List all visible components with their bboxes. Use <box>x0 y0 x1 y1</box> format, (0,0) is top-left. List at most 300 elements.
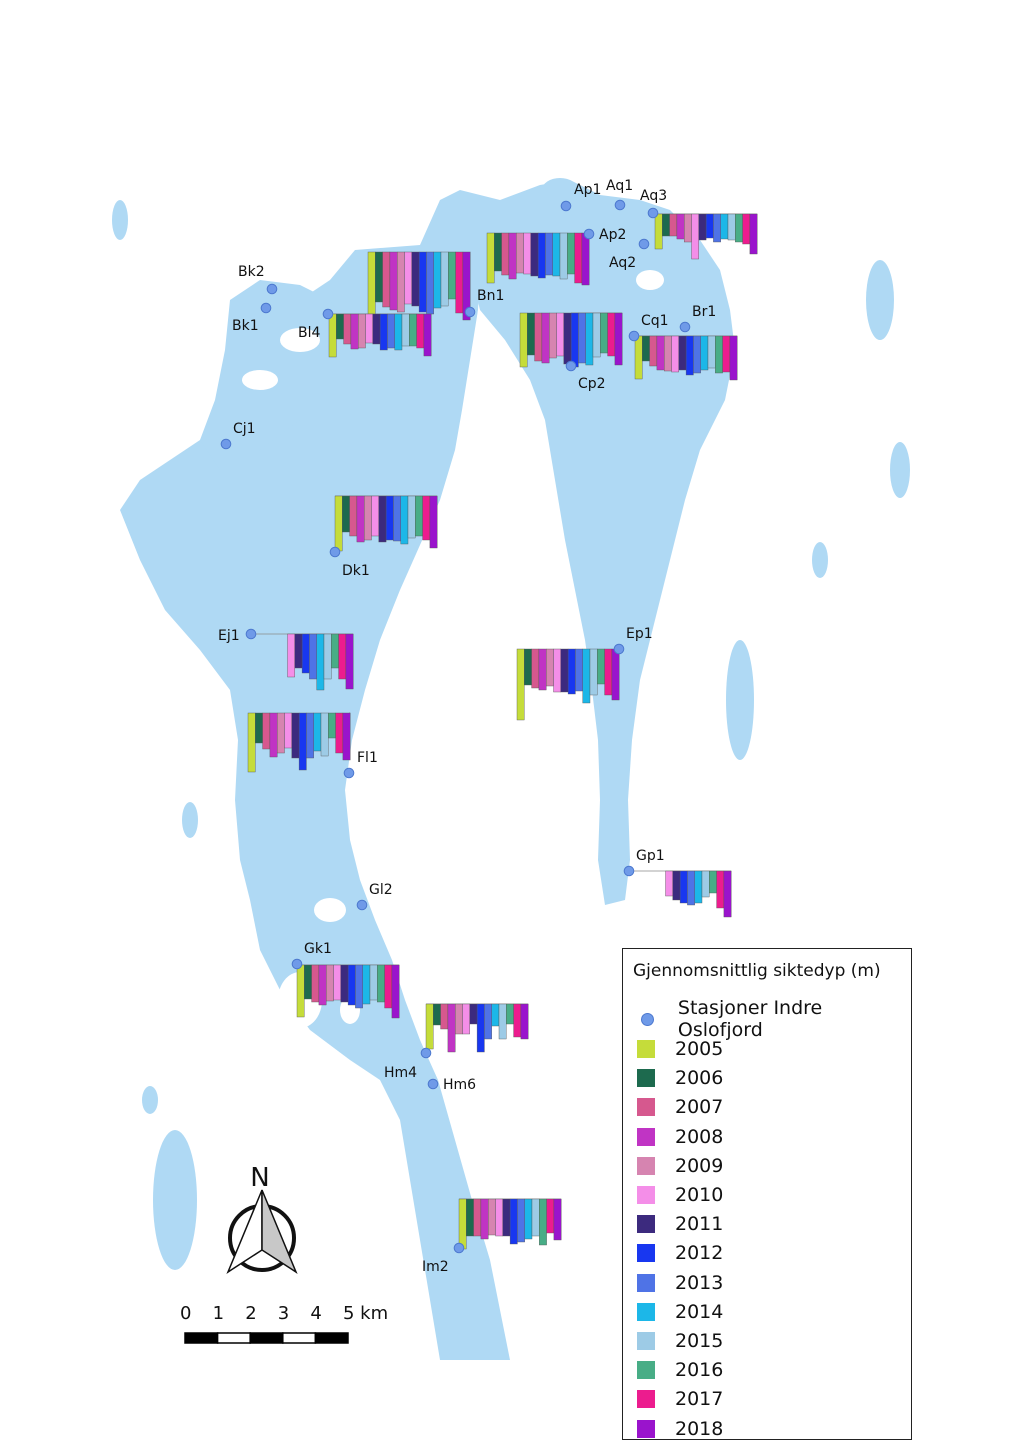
legend-year-label: 2010 <box>675 1184 724 1206</box>
bar-gk1-2017 <box>385 965 392 1008</box>
station-label-gl2: Gl2 <box>369 882 393 898</box>
legend-title: Gjennomsnittlig siktedyp (m) <box>633 961 881 981</box>
bar-im2-2016 <box>539 1199 546 1245</box>
bar-ep1-2014 <box>583 649 590 703</box>
bar-fl1-2017 <box>336 713 343 753</box>
bar-fl1-2013 <box>306 713 313 758</box>
bar-cp2-2016 <box>600 313 607 353</box>
bar-im2-2005 <box>459 1199 466 1249</box>
station-label-bk2: Bk2 <box>238 264 265 280</box>
legend-year-label: 2018 <box>675 1417 724 1440</box>
island-2 <box>242 370 278 390</box>
legend-year-label: 2017 <box>675 1388 724 1411</box>
bar-bl4-2018 <box>424 314 431 356</box>
north-arrow-right-half <box>262 1190 296 1272</box>
bar-bn1-2007 <box>383 252 390 307</box>
bar-ep1-2005 <box>517 649 524 720</box>
bar-cq1-2017 <box>723 336 730 372</box>
bar-bl4-2008 <box>351 314 358 349</box>
bar-ap2-2010 <box>524 233 531 274</box>
legend-swatch <box>637 1361 655 1379</box>
bar-ep1-2018 <box>612 649 619 700</box>
bar-gk1-2006 <box>304 965 311 999</box>
legend-swatch <box>637 1069 655 1087</box>
bar-cp2-2014 <box>586 313 593 365</box>
bar-cq1-2009 <box>664 336 671 371</box>
scale-label: 5 km <box>343 1303 389 1324</box>
bar-gk1-2013 <box>355 965 362 1008</box>
bar-cq1-2008 <box>657 336 664 370</box>
scale-label: 1 <box>212 1303 225 1324</box>
bar-bl4-2011 <box>373 314 380 344</box>
bar-ap2-2018 <box>582 233 589 285</box>
bar-hm4-2018 <box>521 1004 528 1039</box>
bar-fl1-2018 <box>343 713 350 760</box>
bar-fl1-2014 <box>314 713 321 751</box>
legend-row-2015 <box>637 1329 723 1353</box>
bar-ep1-2012 <box>568 649 575 694</box>
bar-gk1-2016 <box>377 965 384 1002</box>
bar-hm4-2007 <box>441 1004 448 1029</box>
bar-cp2-2018 <box>615 313 622 365</box>
bar-aq3-2005 <box>655 214 662 249</box>
scale-bar <box>180 1303 388 1343</box>
legend-year-label: 2005 <box>675 1038 724 1060</box>
station-label-hm4: Hm4 <box>384 1065 418 1081</box>
station-dot-cq1 <box>629 331 639 341</box>
bar-ep1-2006 <box>524 649 531 685</box>
bar-gp1-2012 <box>680 871 687 903</box>
bar-bn1-2010 <box>405 252 412 304</box>
station-label-bn1: Bn1 <box>477 288 505 304</box>
bar-aq3-2010 <box>692 214 699 259</box>
legend-station-label: Stasjoner Indre Oslofjord <box>677 997 823 1041</box>
station-label-aq2: Aq2 <box>609 255 637 271</box>
bar-aq3-2007 <box>670 214 677 236</box>
legend-swatch <box>637 1332 655 1350</box>
bar-gk1-2018 <box>392 965 399 1018</box>
bar-gp1-2017 <box>717 871 724 908</box>
bar-cq1-2013 <box>693 336 700 373</box>
bar-bl4-2014 <box>395 314 402 350</box>
bar-gp1-2018 <box>724 871 731 917</box>
scale-label: 3 <box>277 1303 290 1324</box>
bar-bn1-2015 <box>441 252 448 306</box>
bar-ap2-2012 <box>538 233 545 278</box>
bar-aq3-2008 <box>677 214 684 239</box>
bar-cp2-2010 <box>557 313 564 356</box>
station-dot-bn1 <box>465 307 475 317</box>
legend-row-2006 <box>637 1066 723 1090</box>
bar-aq3-2011 <box>699 214 706 240</box>
bar-fl1-2010 <box>285 713 292 748</box>
bar-bn1-2011 <box>412 252 419 306</box>
legend-year-label: 2007 <box>675 1096 724 1119</box>
scale-segment <box>218 1333 251 1343</box>
bar-ap2-2011 <box>531 233 538 276</box>
legend-swatch <box>637 1128 655 1146</box>
bar-ap2-2008 <box>509 233 516 279</box>
bar-cp2-2013 <box>578 313 585 363</box>
bar-ej1-2010 <box>288 634 295 677</box>
lake-east-1 <box>726 640 754 760</box>
bar-bn1-2008 <box>390 252 397 310</box>
bar-im2-2009 <box>488 1199 495 1235</box>
bar-dk1-2008 <box>357 496 364 542</box>
bar-hm4-2016 <box>506 1004 513 1024</box>
bar-ep1-2010 <box>554 649 561 692</box>
bar-im2-2006 <box>466 1199 473 1236</box>
bar-dk1-2016 <box>415 496 422 536</box>
legend-year-label: 2009 <box>675 1154 724 1177</box>
bar-ap2-2016 <box>567 233 574 274</box>
station-dot-ap2 <box>584 229 594 239</box>
station-label-cj1: Cj1 <box>233 421 256 437</box>
chart-hm4 <box>426 1004 528 1052</box>
chart-gp1 <box>629 871 731 917</box>
bar-gp1-2010 <box>666 871 673 896</box>
bar-bl4-2007 <box>344 314 351 344</box>
bar-ep1-2009 <box>546 649 553 686</box>
bar-hm4-2013 <box>484 1004 491 1039</box>
legend-row-2008 <box>637 1125 723 1149</box>
bar-aq3-2016 <box>735 214 742 242</box>
lake-west-2 <box>112 200 128 240</box>
station-dot-gl2 <box>357 900 367 910</box>
bar-hm4-2017 <box>514 1004 521 1037</box>
bar-gk1-2012 <box>348 965 355 1005</box>
station-label-aq3: Aq3 <box>640 188 668 204</box>
scale-segment <box>185 1333 218 1343</box>
bar-aq3-2015 <box>728 214 735 240</box>
station-label-br1: Br1 <box>692 304 717 320</box>
bar-gp1-2015 <box>702 871 709 897</box>
legend-row-2009 <box>637 1154 723 1178</box>
island-3 <box>314 898 346 922</box>
north-arrow <box>228 1163 296 1272</box>
station-dot-icon <box>641 1013 654 1026</box>
bar-cp2-2017 <box>608 313 615 356</box>
bar-cp2-2007 <box>535 313 542 361</box>
bar-ep1-2008 <box>539 649 546 690</box>
bar-aq3-2018 <box>750 214 757 254</box>
bar-cp2-2011 <box>564 313 571 364</box>
station-label-hm6: Hm6 <box>443 1077 477 1093</box>
legend-row-2014 <box>637 1300 723 1324</box>
bar-dk1-2015 <box>408 496 415 538</box>
station-label-bk1: Bk1 <box>232 318 259 334</box>
lake-east-4 <box>812 542 828 578</box>
legend-row-2018 <box>637 1417 723 1441</box>
bar-im2-2015 <box>532 1199 539 1236</box>
bar-cp2-2015 <box>593 313 600 357</box>
legend-year-label: 2006 <box>675 1067 724 1090</box>
station-dot-ep1 <box>614 644 624 654</box>
bar-cp2-2005 <box>520 313 527 367</box>
bar-hm4-2011 <box>470 1004 477 1024</box>
station-dot-bk1 <box>261 303 271 313</box>
bar-cq1-2007 <box>650 336 657 366</box>
bar-aq3-2012 <box>706 214 713 238</box>
bar-bl4-2010 <box>366 314 373 343</box>
bar-ej1-2017 <box>339 634 346 679</box>
legend-swatch <box>637 1186 655 1204</box>
bar-im2-2007 <box>474 1199 481 1236</box>
station-label-cq1: Cq1 <box>641 313 669 329</box>
bar-ej1-2014 <box>317 634 324 690</box>
bar-gk1-2007 <box>312 965 319 1002</box>
bar-ap2-2015 <box>560 233 567 279</box>
station-dot-ej1 <box>246 629 256 639</box>
bar-bn1-2014 <box>434 252 441 308</box>
legend-row-2011 <box>637 1212 723 1236</box>
station-dot-im2 <box>454 1243 464 1253</box>
legend <box>622 948 912 1440</box>
bar-gp1-2011 <box>673 871 680 900</box>
bar-gk1-2015 <box>370 965 377 1000</box>
lake-west-3 <box>182 802 198 838</box>
legend-swatch <box>637 1303 655 1321</box>
bar-fl1-2006 <box>255 713 262 743</box>
station-dot-gk1 <box>292 959 302 969</box>
station-dot-hm6 <box>428 1079 438 1089</box>
station-label-bl4: Bl4 <box>298 325 321 341</box>
bar-dk1-2009 <box>364 496 371 540</box>
bar-bl4-2017 <box>417 314 424 348</box>
bar-bl4-2012 <box>380 314 387 350</box>
bar-im2-2014 <box>525 1199 532 1239</box>
bar-dk1-2013 <box>393 496 400 541</box>
station-label-ap1: Ap1 <box>574 182 602 198</box>
legend-swatch <box>637 1244 655 1262</box>
station-dot-dk1 <box>330 547 340 557</box>
bar-ep1-2017 <box>605 649 612 695</box>
bar-dk1-2007 <box>350 496 357 536</box>
bar-im2-2017 <box>547 1199 554 1233</box>
legend-row-2017 <box>637 1387 723 1411</box>
legend-row-2010 <box>637 1183 723 1207</box>
bar-gk1-2010 <box>334 965 341 1000</box>
bar-fl1-2015 <box>321 713 328 756</box>
station-dot-aq2 <box>639 239 649 249</box>
bar-bn1-2009 <box>397 252 404 312</box>
bar-bn1-2012 <box>419 252 426 312</box>
bar-cp2-2012 <box>571 313 578 367</box>
bar-bn1-2006 <box>375 252 382 302</box>
legend-swatch <box>637 1098 655 1116</box>
station-dot-ap1 <box>561 201 571 211</box>
bar-ap2-2017 <box>575 233 582 283</box>
station-dot-hm4 <box>421 1048 431 1058</box>
bar-aq3-2014 <box>721 214 728 239</box>
lake-west-1 <box>153 1130 197 1270</box>
bar-dk1-2006 <box>342 496 349 532</box>
legend-swatch <box>637 1274 655 1292</box>
bar-im2-2013 <box>517 1199 524 1242</box>
station-label-ej1: Ej1 <box>218 628 240 644</box>
bar-ep1-2007 <box>532 649 539 688</box>
bar-cq1-2015 <box>708 336 715 368</box>
lake-east-2 <box>866 260 894 340</box>
bar-ej1-2011 <box>295 634 302 668</box>
bar-cq1-2018 <box>730 336 737 380</box>
station-label-aq1: Aq1 <box>606 178 634 194</box>
bar-hm4-2012 <box>477 1004 484 1052</box>
station-dot-br1 <box>680 322 690 332</box>
bar-ej1-2018 <box>346 634 353 689</box>
bar-dk1-2017 <box>423 496 430 540</box>
bar-fl1-2016 <box>328 713 335 738</box>
bar-im2-2012 <box>510 1199 517 1244</box>
bar-ej1-2012 <box>302 634 309 673</box>
scale-label: 4 <box>310 1303 322 1324</box>
legend-row-2012 <box>637 1241 723 1265</box>
station-label-ap2: Ap2 <box>599 227 627 243</box>
bar-gk1-2014 <box>363 965 370 1004</box>
bar-cq1-2005 <box>635 336 642 379</box>
bar-bl4-2009 <box>358 314 365 348</box>
lake-east-3 <box>890 442 910 498</box>
bar-dk1-2012 <box>386 496 393 540</box>
bar-gp1-2016 <box>709 871 716 893</box>
bar-dk1-2018 <box>430 496 437 548</box>
scale-segment <box>315 1333 348 1343</box>
lake-north-1 <box>542 178 578 202</box>
north-arrow-left-half <box>228 1190 262 1272</box>
bar-hm4-2005 <box>426 1004 433 1049</box>
bar-gp1-2014 <box>695 871 702 903</box>
bar-cq1-2011 <box>679 336 686 370</box>
station-dot-bl4 <box>323 309 333 319</box>
bar-bl4-2015 <box>402 314 409 346</box>
bar-bl4-2016 <box>409 314 416 346</box>
north-label: N <box>250 1163 270 1193</box>
bar-dk1-2010 <box>372 496 379 536</box>
bar-hm4-2015 <box>499 1004 506 1039</box>
bar-ep1-2011 <box>561 649 568 692</box>
legend-row-2005 <box>637 1037 723 1061</box>
bar-aq3-2006 <box>662 214 669 236</box>
station-dot-gp1 <box>624 866 634 876</box>
scale-segment <box>283 1333 316 1343</box>
bar-dk1-2005 <box>335 496 342 551</box>
bar-gp1-2013 <box>687 871 694 905</box>
bar-cp2-2009 <box>549 313 556 358</box>
legend-swatch <box>637 1040 655 1058</box>
bar-hm4-2006 <box>433 1004 440 1025</box>
bar-gk1-2011 <box>341 965 348 1002</box>
bar-ej1-2015 <box>324 634 331 679</box>
legend-year-label: 2015 <box>675 1330 724 1352</box>
station-label-im2: Im2 <box>422 1259 449 1275</box>
bar-ap2-2014 <box>553 233 560 276</box>
scale-label: 0 <box>180 1303 192 1324</box>
bar-cq1-2006 <box>642 336 649 361</box>
bar-dk1-2011 <box>379 496 386 542</box>
bar-cq1-2010 <box>672 336 679 372</box>
bar-bn1-2017 <box>456 252 463 313</box>
station-label-gk1: Gk1 <box>304 941 332 957</box>
legend-swatch <box>637 1157 655 1175</box>
bar-bl4-2005 <box>329 314 336 357</box>
bar-ep1-2015 <box>590 649 597 695</box>
bar-ap2-2009 <box>516 233 523 273</box>
bar-fl1-2011 <box>292 713 299 758</box>
bar-gk1-2009 <box>326 965 333 1001</box>
legend-row-2013 <box>637 1271 723 1295</box>
bar-bn1-2016 <box>448 252 455 299</box>
bar-ap2-2013 <box>545 233 552 275</box>
legend-row-2007 <box>637 1095 723 1119</box>
bar-cp2-2006 <box>527 313 534 355</box>
legend-year-label: 2011 <box>675 1213 724 1236</box>
bar-cq1-2012 <box>686 336 693 375</box>
scale-label: 2 <box>245 1303 257 1324</box>
scale-segment <box>250 1333 283 1343</box>
bar-ap2-2006 <box>494 233 501 271</box>
station-dot-cp2 <box>566 361 576 371</box>
legend-swatch <box>637 1390 655 1408</box>
legend-year-label: 2016 <box>675 1359 724 1382</box>
bar-hm4-2009 <box>455 1004 462 1034</box>
bar-ap2-2005 <box>487 233 494 283</box>
bar-cq1-2016 <box>715 336 722 373</box>
lake-west-4 <box>142 1086 158 1114</box>
station-label-dk1: Dk1 <box>342 563 370 579</box>
station-dot-aq3 <box>648 208 658 218</box>
station-label-gp1: Gp1 <box>636 848 665 864</box>
bar-ej1-2013 <box>309 634 316 679</box>
bar-gk1-2008 <box>319 965 326 1005</box>
station-label-cp2: Cp2 <box>578 376 606 392</box>
legend-year-label: 2013 <box>675 1271 724 1294</box>
station-dot-cj1 <box>221 439 231 449</box>
legend-year-label: 2012 <box>675 1242 724 1265</box>
station-dot-bk2 <box>267 284 277 294</box>
bar-ep1-2016 <box>597 649 604 684</box>
bar-fl1-2009 <box>277 713 284 753</box>
legend-swatch <box>637 1215 655 1233</box>
bar-ap2-2007 <box>502 233 509 275</box>
bar-fl1-2005 <box>248 713 255 772</box>
bar-dk1-2014 <box>401 496 408 544</box>
bar-im2-2011 <box>503 1199 510 1236</box>
bar-bl4-2013 <box>387 314 394 348</box>
bar-aq3-2017 <box>743 214 750 244</box>
legend-station-row <box>637 997 911 1041</box>
station-dot-fl1 <box>344 768 354 778</box>
bar-im2-2010 <box>496 1199 503 1236</box>
bar-hm4-2008 <box>448 1004 455 1052</box>
island-6 <box>636 270 664 290</box>
bar-ep1-2013 <box>575 649 582 691</box>
bar-gk1-2005 <box>297 965 304 1017</box>
bar-aq3-2009 <box>684 214 691 242</box>
bar-hm4-2010 <box>463 1004 470 1034</box>
bar-fl1-2012 <box>299 713 306 770</box>
legend-year-label: 2008 <box>675 1125 724 1148</box>
bar-bn1-2013 <box>426 252 433 314</box>
bar-cq1-2014 <box>701 336 708 370</box>
legend-row-2016 <box>637 1358 723 1382</box>
station-label-ep1: Ep1 <box>626 626 653 642</box>
bar-im2-2018 <box>554 1199 561 1240</box>
bar-aq3-2013 <box>713 214 720 242</box>
bar-fl1-2007 <box>263 713 270 749</box>
legend-swatch <box>637 1420 655 1438</box>
bar-hm4-2014 <box>492 1004 499 1026</box>
bar-ej1-2016 <box>331 634 338 668</box>
